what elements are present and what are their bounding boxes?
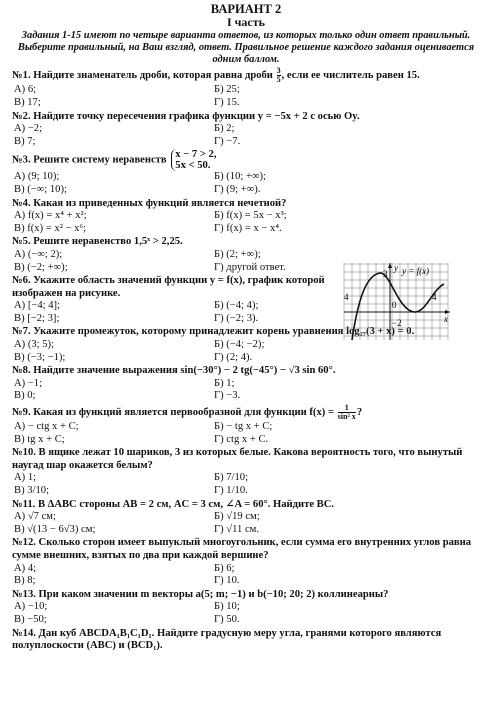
question-body: В ΔABC стороны AB = 2 см, AC = 3 см, ∠A = 60°. Найдите BC.	[37, 498, 335, 510]
question-body: Дан куб ABCDA₁B₁C₁D₁. Найдите градусную меру угла, гранями которого являются полуплоскости (ABC) и (BCD₁).	[12, 627, 442, 652]
answer-option[interactable]: А) − ctg x + C;	[14, 421, 79, 433]
question-11	[12, 499, 480, 537]
question-8	[12, 365, 480, 403]
graph-tick-left-4: 4	[344, 292, 349, 302]
question-number: №10.	[12, 447, 36, 459]
question-5	[12, 236, 342, 274]
answer-option[interactable]: В) f(x) = x² − x⁶;	[14, 222, 87, 234]
answer-options	[14, 171, 480, 196]
answer-option[interactable]: А) (9; 10);	[14, 171, 60, 183]
answer-option[interactable]: В) 17;	[14, 96, 41, 108]
fraction-numerator: 3	[276, 66, 281, 76]
answer-options	[14, 339, 480, 364]
question-text	[12, 111, 480, 124]
question-body: При каком значении m векторы a(5; m; −1) и b(−10; 20; 2) коллинеарны?	[38, 588, 389, 600]
inequality-1: x − 7 > 2,	[175, 149, 217, 161]
question-number: №3.	[12, 154, 31, 166]
answer-options	[14, 378, 480, 403]
inequality-2: 5x < 50.	[175, 160, 211, 172]
answer-options	[14, 84, 480, 109]
graph-tick-neg2: −2	[392, 318, 402, 328]
graph-label-y: y	[394, 263, 398, 273]
question-body: Найдите значение выражения sin(−30°) − 2 tg(−45°) − √3 sin 60°.	[33, 365, 336, 377]
question-body-tail: ?	[356, 406, 363, 418]
answer-option[interactable]: Б) √19 см;	[214, 511, 260, 523]
question-list	[12, 67, 480, 652]
answer-option[interactable]: Б) f(x) = 5x − x³;	[214, 210, 287, 222]
question-number: №6.	[12, 275, 31, 287]
question-6	[12, 275, 342, 325]
question-number: №1.	[12, 70, 31, 82]
answer-option[interactable]: В) √(13 − 6√3) см;	[14, 523, 96, 535]
instructions: Задания 1-15 имеют по четыре варианта ответов, из которых только один ответ правильный. Выберите правильный, на Ваш взгляд, ответ. Правильное решение каждого задания оценивается одним баллом.	[17, 30, 475, 65]
question-body: В ящике лежат 10 шариков, 3 из которых белые. Какова вероятность того, что вынутый наугад шар окажется белым?	[12, 447, 463, 471]
question-4	[12, 198, 480, 236]
answer-option[interactable]: Б) (−4; 4);	[214, 300, 259, 312]
answer-option[interactable]: А) 6;	[14, 84, 37, 96]
question-10	[12, 447, 480, 497]
question-body: Сколько сторон имеет выпуклый многоугольник, если сумма его внутренних углов равна сумме внешних, взятых по два при каждой вершине?	[12, 537, 472, 561]
answer-options	[14, 421, 480, 446]
fraction	[338, 404, 356, 421]
answer-option[interactable]: Г) другой ответ.	[214, 261, 286, 273]
fraction-denominator: sin² x	[337, 412, 356, 422]
graph-tick-3: 3	[383, 269, 388, 279]
answer-option[interactable]: А) (3; 5);	[14, 339, 55, 351]
question-body: Какая из функций является первообразной для функции f(x) =	[33, 406, 334, 418]
question-text	[12, 628, 480, 653]
answer-option[interactable]: В) 0;	[14, 390, 36, 402]
question-text	[12, 149, 480, 171]
answer-options	[14, 601, 480, 626]
question-text	[12, 365, 480, 378]
answer-option[interactable]: В) 7;	[14, 135, 36, 147]
answer-options	[14, 210, 480, 235]
answer-options	[14, 472, 480, 497]
answer-option[interactable]: В) tg x + C;	[14, 433, 65, 445]
question-13	[12, 589, 480, 627]
function-graph	[340, 260, 452, 342]
function-curve	[352, 273, 444, 340]
answer-option[interactable]: Г) 15.	[214, 96, 240, 108]
fraction	[277, 67, 281, 84]
answer-option[interactable]: Г) −7.	[214, 135, 241, 147]
question-body-tail: , если ее числитель равен 15.	[281, 70, 420, 82]
question-number: №2.	[12, 110, 31, 122]
question-number: №13.	[12, 588, 36, 600]
answer-option[interactable]: Г) ctg x + C.	[214, 433, 269, 445]
answer-option[interactable]: Б) (2; +∞);	[214, 248, 261, 260]
graph-label-fx: y = f(x)	[402, 266, 430, 276]
question-text	[12, 537, 480, 562]
answer-option[interactable]: Б) 6;	[214, 562, 235, 574]
graph-label-x: x	[444, 314, 448, 324]
answer-option[interactable]: Г) (9; +∞).	[214, 183, 261, 195]
answer-option[interactable]: Б) 7/10;	[214, 472, 249, 484]
answer-option[interactable]: Г) f(x) = x − x⁴.	[214, 222, 282, 234]
question-14	[12, 628, 480, 653]
answer-option[interactable]: Г) −3.	[214, 390, 241, 402]
answer-option[interactable]: Б) 2;	[214, 123, 235, 135]
question-text	[12, 404, 480, 421]
question-number: №8.	[12, 365, 31, 377]
answer-option[interactable]: Б) 10;	[214, 601, 240, 613]
question-text	[12, 236, 342, 249]
answer-option[interactable]: Б) 1;	[214, 377, 235, 389]
question-9	[12, 404, 480, 446]
answer-option[interactable]: В) (−2; +∞);	[14, 261, 68, 273]
answer-option[interactable]: Г) √11 см.	[214, 523, 260, 535]
answer-option[interactable]: В) −50;	[14, 613, 47, 625]
question-body: Укажите область значений функции y = f(x), график которой изображен на рисунке.	[12, 275, 325, 299]
answer-option[interactable]: А) √7 см;	[14, 511, 56, 523]
question-3	[12, 149, 480, 196]
answer-option[interactable]: Г) 10.	[214, 575, 240, 587]
answer-option[interactable]: Г) 50.	[214, 613, 240, 625]
question-text	[12, 447, 480, 472]
answer-option[interactable]: А) 4;	[14, 562, 37, 574]
question-number: №7.	[12, 326, 31, 338]
question-text	[12, 589, 480, 602]
question-2	[12, 111, 480, 149]
answer-option[interactable]: А) (−∞; 2);	[14, 248, 63, 260]
answer-option[interactable]: В) (−3; −1);	[14, 351, 66, 363]
question-body: Решите систему неравенств	[33, 154, 167, 166]
answer-option[interactable]: В) 8;	[14, 575, 36, 587]
answer-option[interactable]: Б) − tg x + C;	[214, 421, 273, 433]
fraction-numerator: 1	[344, 403, 349, 413]
answer-option[interactable]: А) 1;	[14, 472, 37, 484]
question-number: №5.	[12, 236, 31, 248]
question-text	[12, 275, 342, 300]
part-title: I часть	[226, 15, 265, 29]
question-number: №4.	[12, 197, 31, 209]
question-12	[12, 537, 480, 587]
answer-option[interactable]: А) −1;	[14, 377, 43, 389]
question-text	[12, 67, 480, 84]
answer-option[interactable]: В) [−2; 3];	[14, 312, 60, 324]
answer-options	[14, 300, 342, 325]
answer-option[interactable]: В) 3/10;	[14, 485, 50, 497]
question-1	[12, 67, 480, 109]
answer-options	[14, 563, 480, 588]
answer-options	[14, 249, 342, 274]
answer-option[interactable]: Г) (−2; 3).	[214, 312, 259, 324]
answer-option[interactable]: Г) 1/10.	[214, 485, 248, 497]
graph-tick-0: 0	[392, 300, 397, 310]
question-number: №11.	[12, 498, 36, 510]
answer-option[interactable]: Б) (−4; −2);	[214, 339, 265, 351]
answer-option[interactable]: Б) (10; +∞);	[214, 171, 266, 183]
inequality-system	[171, 149, 216, 171]
answer-option[interactable]: Б) 25;	[214, 84, 240, 96]
answer-option[interactable]: А) [−4; 4];	[14, 300, 60, 312]
question-body: Укажите промежуток, которому принадлежит корень уравнения log₂₇(3 + x) = 0.	[33, 326, 415, 338]
question-number: №9.	[12, 406, 31, 418]
variant-title: ВАРИАНТ 2	[210, 2, 282, 16]
fraction-denominator: 5	[276, 75, 281, 85]
question-number: №14.	[12, 627, 36, 639]
question-text	[12, 198, 480, 211]
question-body: Найдите точку пересечения графика функции y = −5x + 2 с осью Oy.	[33, 110, 360, 122]
question-body: Найдите знаменатель дроби, которая равна дроби	[33, 70, 273, 82]
answer-option[interactable]: А) f(x) = x⁴ + x²;	[14, 210, 87, 222]
question-number: №12.	[12, 537, 36, 549]
answer-option[interactable]: А) −2;	[14, 123, 43, 135]
answer-options	[14, 511, 480, 536]
answer-option[interactable]: В) (−∞; 10);	[14, 183, 67, 195]
question-body: Какая из приведенных функций является нечетной?	[33, 197, 287, 209]
question-text	[12, 499, 480, 512]
graph-tick-right-4: 4	[432, 292, 437, 302]
answer-option[interactable]: А) −10;	[14, 601, 48, 613]
question-body: Решите неравенство 1,5ˣ > 2,25.	[33, 236, 183, 248]
answer-option[interactable]: Г) (2; 4).	[214, 351, 253, 363]
answer-options	[14, 123, 480, 148]
